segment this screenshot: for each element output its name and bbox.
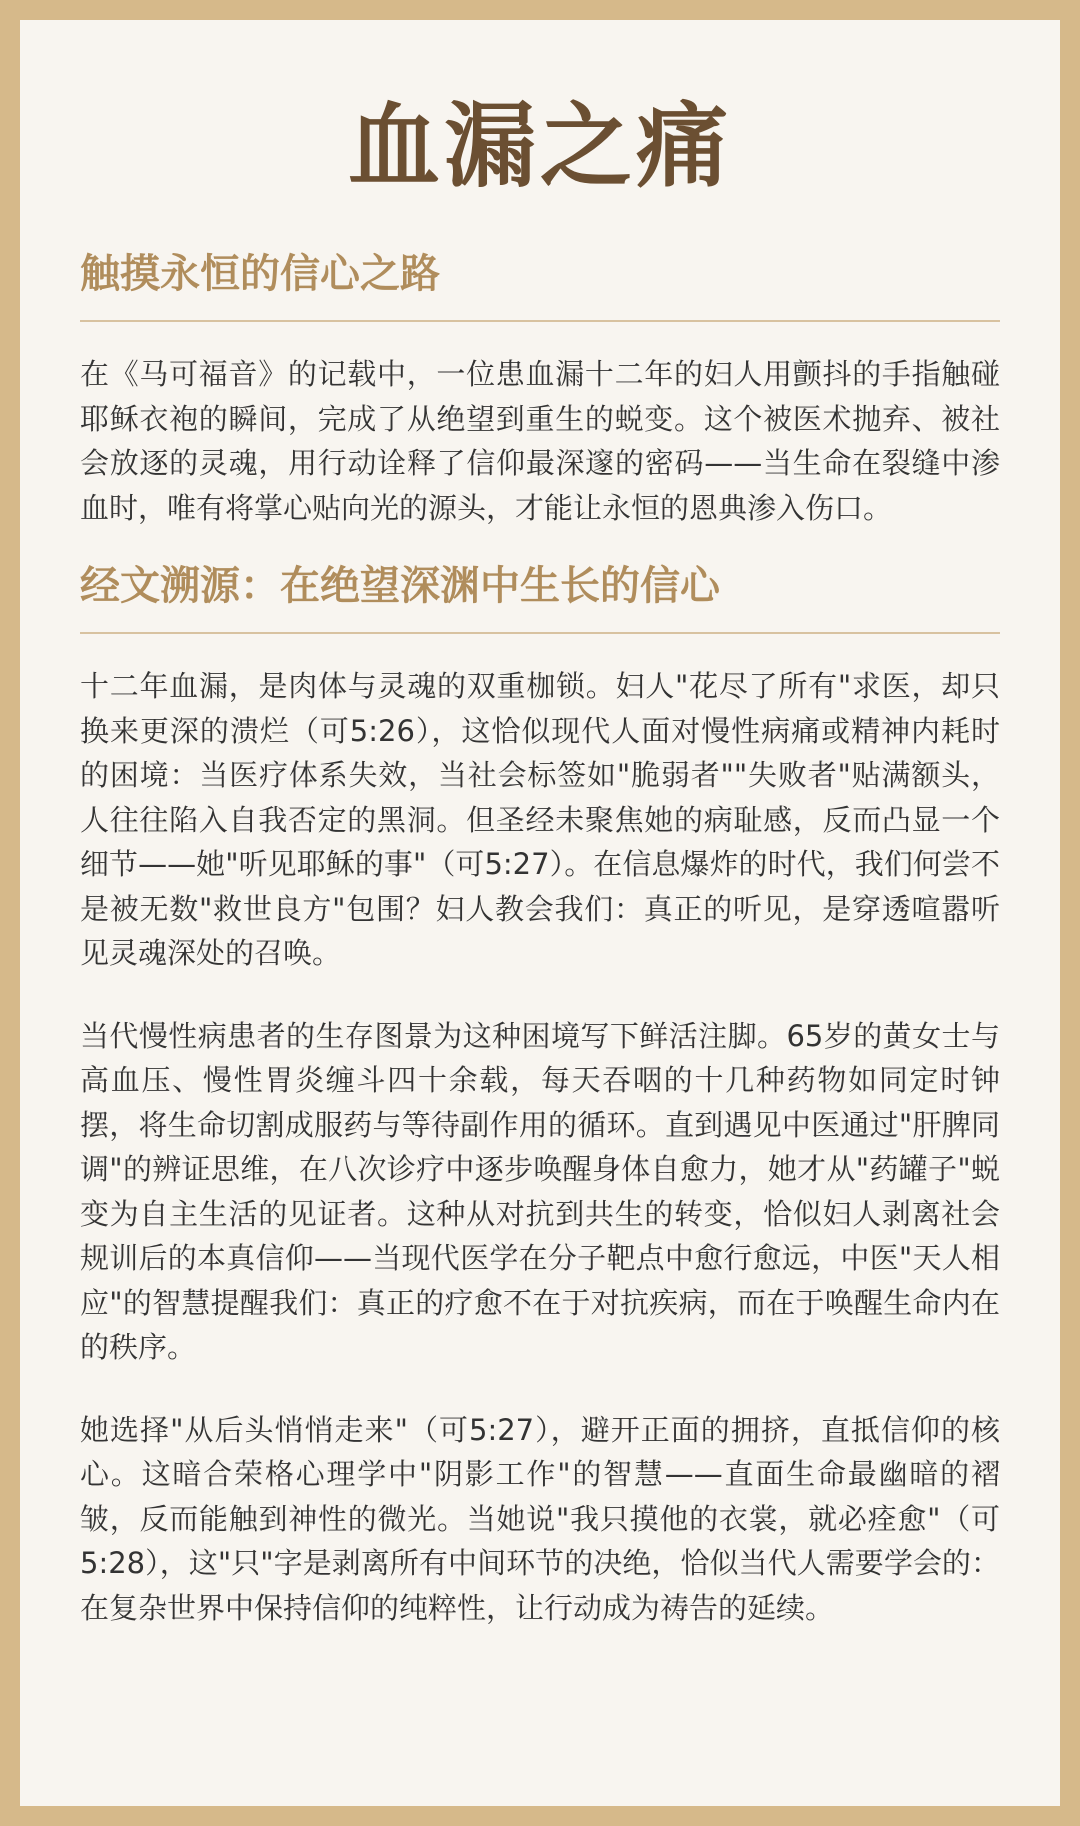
section-heading-1: 触摸永恒的信心之路 <box>80 246 1000 322</box>
article-card <box>20 20 1060 1806</box>
section-2-paragraph-3: 她选择"从后头悄悄走来"（可5:27），避开正面的拥挤，直抵信仰的核心。这暗合荣格心理学中"阴影工作"的智慧——直面生命最幽暗的褶皱，反而能触到神性的微光。当她说"我只摸他的衣裳，就必痊愈"（可5:28），这"只"字是剥离所有中间环节的决绝，恰似当代人需要学会的：在复杂世界中保持信仰的纯粹性，让行动成为祷告的延续。 <box>80 1412 1000 1625</box>
section-2-paragraph-1: 十二年血漏，是肉体与灵魂的双重枷锁。妇人"花尽了所有"求医，却只换来更深的溃烂（可5:26），这恰似现代人面对慢性病痛或精神内耗时的困境：当医疗体系失效，当社会标签如"脆弱者""失败者"贴满额头，人往往陷入自我否定的黑洞。但圣经未聚焦她的病耻感，反而凸显一个细节——她"听见耶稣的事"（可5:27）。在信息爆炸的时代，我们何尝不是被无数"救世良方"包围？妇人教会我们：真正的听见，是穿透喧嚣听见灵魂深处的召唤。 <box>80 669 1000 970</box>
page-title: 血漏之痛 <box>347 93 732 200</box>
section-1-paragraph-1: 在《马可福音》的记载中，一位患血漏十二年的妇人用颤抖的手指触碰耶稣衣袍的瞬间，完成了从绝望到重生的蜕变。这个被医术抛弃、被社会放逐的灵魂，用行动诠释了信仰最深邃的密码——当生命在裂缝中渗血时，唯有将掌心贴向光的源头，才能让永恒的恩典渗入伤口。 <box>80 357 1000 525</box>
section-2-paragraph-2: 当代慢性病患者的生存图景为这种困境写下鲜活注脚。65岁的黄女士与高血压、慢性胃炎缠斗四十余载，每天吞咽的十几种药物如同定时钟摆，将生命切割成服药与等待副作用的循环。直到遇见中医通过"肝脾同调"的辨证思维，在八次诊疗中逐步唤醒身体自愈力，她才从"药罐子"蜕变为自主生活的见证者。这种从对抗到共生的转变，恰似妇人剥离社会规训后的本真信仰——当现代医学在分子靶点中愈行愈远，中医"天人相应"的智慧提醒我们：真正的疗愈不在于对抗疾病，而在于唤醒生命内在的秩序。 <box>80 1018 1000 1364</box>
section-heading-2: 经文溯源：在绝望深渊中生长的信心 <box>80 558 1000 634</box>
